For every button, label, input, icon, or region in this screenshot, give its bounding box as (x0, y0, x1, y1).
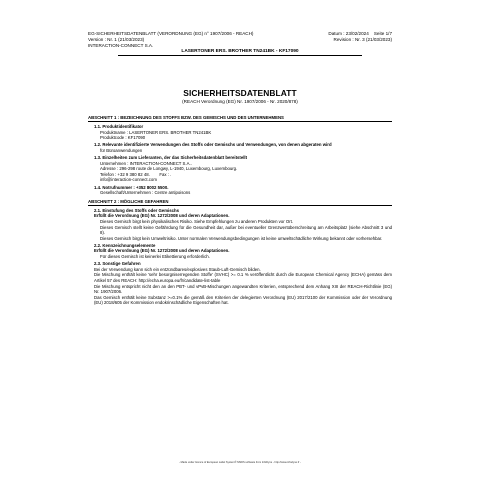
section-1-heading: ABSCHNITT 1 : BEZEICHNUNG DES STOFFS BZW. DES GEMISCHS UND DES UNTERNEHMENS (88, 115, 392, 122)
header-company: INTERACTION-CONNECT S.A. (88, 43, 154, 48)
section-2-heading: ABSCHNITT 2 : MÖGLICHE GEFAHREN (88, 199, 392, 206)
section-1-1-heading: 1.1. Produktidentifikator (94, 124, 144, 130)
section-2-3-para-1: Bei der Verwendung kann sich ein entzündbares/explosives Staub-Luft-Gemisch bilden. (94, 266, 261, 272)
section-2-2-heading: 2.2. Kennzeichnungselemente (94, 242, 156, 248)
use-line: für Büroanwendungen (100, 147, 143, 153)
section-1-4-heading: 1.4. Notrufnummer : +352 8002 5500. (94, 184, 169, 190)
section-2-3-heading: 2.3. Sonstige Gefahren (94, 261, 141, 267)
header-version: Version : Nr. 1 (21/03/2023) (88, 37, 145, 42)
header-right (328, 31, 392, 49)
product-name-bar (88, 49, 392, 54)
product-name: LASERTONER ERS. BROTHER TN241BK - KF17090 (181, 49, 299, 54)
section-2-3-para-3: Die Mischung entspricht nicht den an den PBT- und vPvB-Mischungen angewandten Kriterien, entsprechend dem Anhang XIII der REACH-Richtlinie (EG) Nr. 1907/2006. (94, 283, 392, 295)
page-footer: - Made under licence of European Label System® MSDS software from InfoDyne - http://www.infodyne.fr - (179, 461, 301, 464)
header-revision: Revision : Nr. 3 (21/03/2023) (333, 37, 392, 42)
product-divider (118, 55, 362, 56)
product-code-line: Produktcode : KF17090 (100, 135, 146, 141)
section-2-1-para-3: Dieses Gemisch birgt kein Umweltrisiko. Unter normalen Verwendungsbedingungen ist keine umweltschädliche Wirkung bekannt oder vorhersehbar. (100, 235, 383, 241)
document-body (88, 115, 392, 306)
section-2-3-para-2: Die Mischung enthält keine 'sehr besorgniserregenden Stoffe' (SVHC) >= 0.1 % veröffentlicht durch die European Chemical Agency (ECHA) gemäss dem Artikel 57 des REACH: http://echa.europa.eu/fr/candidate-list-table (94, 272, 392, 283)
phone-fax-line: Telefon : +32 9 380 82 48. Fax : . (100, 171, 172, 177)
document-title: SICHERHEITSDATENBLATT (183, 88, 297, 98)
section-2-3-para-4: Das Gemisch enthält keine Substanz >=0.1% die gemäß den Kriterien der delegierten Verordnung (EU) 2017/2100 der Kommission oder der Verordnung (EU) 2018/605 der Kommission endokrinschädliche Eigenschaften hat. (94, 294, 392, 306)
section-2-1-para-2: Dieses Gemisch stellt keine Gefährdung für die Gesundheit dar, außer bei eventueller Grenzwertüberschreitung am Arbeitsplatz (siehe Abschnitt 3 und 8). (100, 224, 392, 236)
section-2-2-regulation: Erfüllt die Verordnung (EG) Nr. 1272/2008 und deren Adaptationen. (94, 248, 230, 254)
header-date-page: Datum : 23/02/2024 Seite 1/7 (328, 31, 392, 36)
document-subtitle: (REACH Verordnung (EG) Nr. 1907/2006 - Nr. 2020/878) (182, 99, 298, 104)
section-2-1-para-1: Dieses Gemisch birgt kein physikalisches Risiko. Siehe Empfehlungen zu anderen Produkten vor Ort. (100, 219, 293, 224)
address-line: Adresse : 296-298 route de Longwy, L-1940, Luxembourg, Luxembourg. (100, 166, 238, 172)
product-name-line: Produktname : LASERTONER ERS. BROTHER TN241BK (100, 129, 212, 135)
header-left (88, 31, 253, 49)
section-2-2-para-1: Für dieses Gemisch ist keinerlei Etikettierung erforderlich. (100, 254, 210, 260)
emergency-org-line: Gesellschaft/Unternehmen : Centre antipoisons (100, 190, 191, 196)
email-link[interactable]: info@interaction-connect.com (100, 177, 157, 183)
company-line: Unternehmen : INTERACTION-CONNECT S.A.. (100, 160, 192, 166)
document-header (88, 31, 392, 49)
section-2-1-heading: 2.1. Einstufung des Stoffs oder Gemischs (94, 207, 179, 213)
section-2-1-regulation: Erfüllt die Verordnung (EG) Nr. 1272/2008 und deren Adaptationen. (94, 213, 230, 219)
section-1-2-heading: 1.2. Relevante identifizierte Verwendungen des Stoffs oder Gemischs und Verwendungen, von denen abgeraten wird (94, 142, 332, 148)
section-1-3-heading: 1.3. Einzelheiten zum Lieferanten, der das Sicherheitsdatenblatt bereitstellt (94, 155, 248, 161)
header-regulation: EG-SICHERHEITSDATENBLATT (VERORDNUNG (EG) n° 1907/2006 - REACH) (88, 31, 254, 36)
